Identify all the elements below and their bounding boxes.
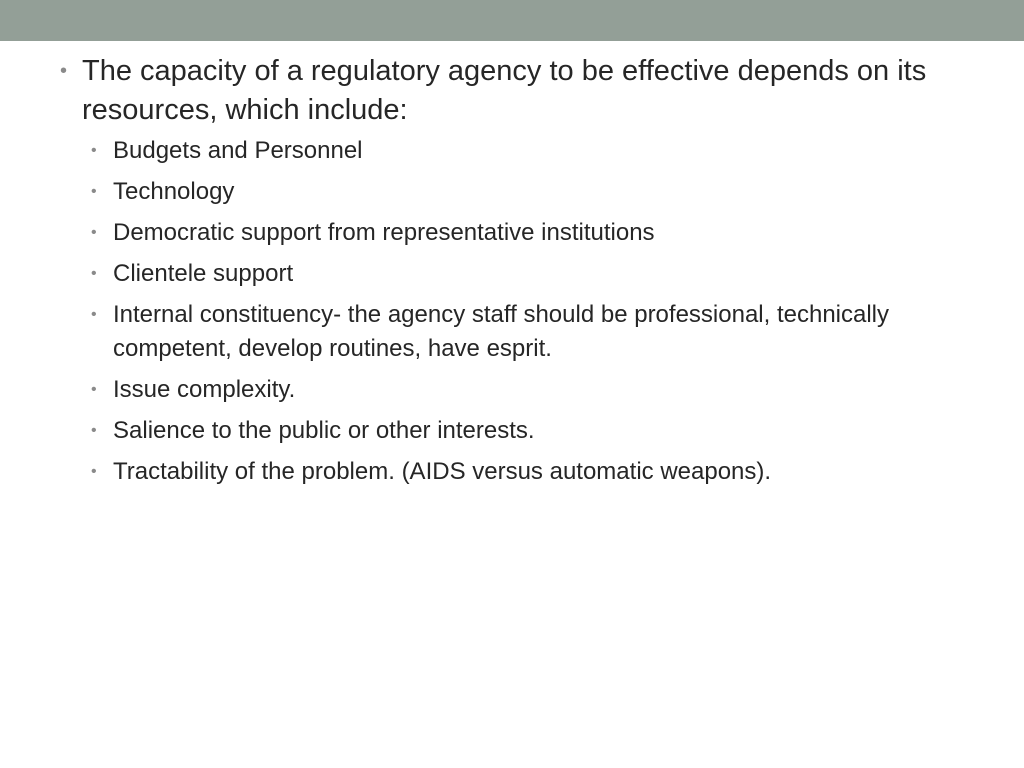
sub-bullet-item [91,455,960,489]
sub-bullet-list [91,134,960,489]
main-bullet-item [60,52,960,130]
sub-bullet-item [91,134,960,168]
sub-bullet-item [91,216,960,250]
sub-bullet-text: Issue complexity. [113,376,296,403]
sub-bullet-item [91,373,960,407]
bullet-icon: • [91,463,97,480]
bullet-icon: • [91,224,97,241]
bullet-icon: • [60,60,68,82]
bullet-icon: • [91,381,97,398]
sub-bullet-text: Democratic support from representative institutions [113,219,655,246]
bullet-icon: • [91,422,97,439]
sub-bullet-text: Salience to the public or other interests. [113,417,535,444]
main-bullet-list [60,52,960,130]
bullet-icon: • [91,306,97,323]
header-bar [0,0,1024,41]
main-bullet-text: The capacity of a regulatory agency to be effective depends on its resources, which include: [82,55,927,126]
sub-bullet-text: Budgets and Personnel [113,137,363,164]
bullet-icon: • [91,142,97,159]
sub-bullet-item [91,175,960,209]
sub-bullet-text: Tractability of the problem. (AIDS versus automatic weapons). [113,458,772,485]
slide-content [60,52,960,496]
sub-bullet-item [91,414,960,448]
sub-bullet-item [91,257,960,291]
bullet-icon: • [91,265,97,282]
bullet-icon: • [91,183,97,200]
sub-bullet-text: Internal constituency- the agency staff should be professional, technically competent, develop routines, have esprit. [113,301,890,362]
sub-bullet-text: Technology [113,178,235,205]
sub-bullet-text: Clientele support [113,260,294,287]
sub-bullet-item [91,298,960,366]
